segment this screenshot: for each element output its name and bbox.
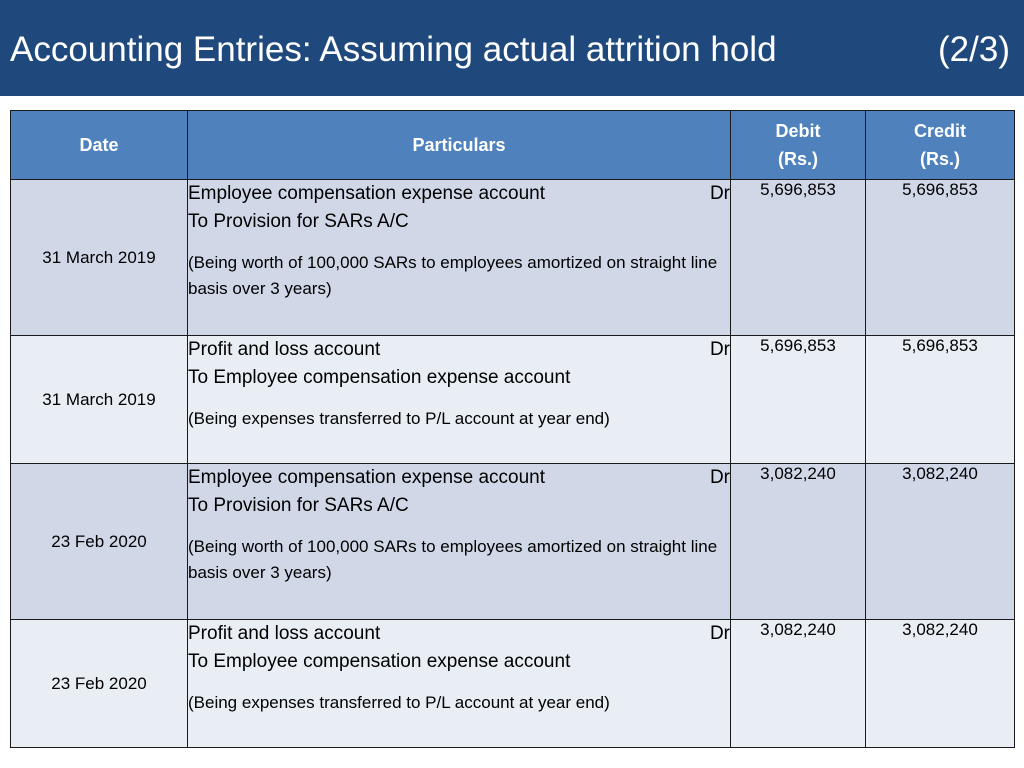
entry-date: 23 Feb 2020: [11, 464, 188, 620]
dr-marker: Dr: [709, 183, 730, 204]
journal-entries-table: [10, 110, 1015, 748]
entry-date: 23 Feb 2020: [11, 620, 188, 748]
page-indicator: (2/3): [938, 30, 1010, 69]
entry-particulars: [188, 180, 731, 336]
entry-date: 31 March 2019: [11, 336, 188, 464]
dr-marker: Dr: [709, 339, 730, 360]
credit-amount: 3,082,240: [866, 464, 1015, 620]
dr-marker: Dr: [709, 467, 730, 488]
debit-account: Employee compensation expense account: [188, 183, 546, 204]
dr-marker: Dr: [709, 623, 730, 644]
table-header-row: [11, 111, 1015, 180]
credit-amount: 5,696,853: [866, 180, 1015, 336]
slide-title: Accounting Entries: Assuming actual attrition hold: [10, 30, 777, 69]
debit-account: Profit and loss account: [188, 623, 381, 644]
credit-account: To Employee compensation expense account: [188, 367, 571, 388]
narration: (Being worth of 100,000 SARs to employees amortized on straight line basis over 3 years): [188, 537, 718, 582]
credit-amount: 3,082,240: [866, 620, 1015, 748]
debit-amount: 5,696,853: [731, 180, 866, 336]
debit-amount: 5,696,853: [731, 336, 866, 464]
debit-amount: 3,082,240: [731, 464, 866, 620]
entry-date: 31 March 2019: [11, 180, 188, 336]
credit-account: To Provision for SARs A/C: [188, 495, 409, 516]
credit-amount: 5,696,853: [866, 336, 1015, 464]
debit-account: Profit and loss account: [188, 339, 381, 360]
credit-account: To Provision for SARs A/C: [188, 211, 409, 232]
table-row: [11, 620, 1015, 748]
title-bar: [0, 0, 1024, 96]
debit-amount: 3,082,240: [731, 620, 866, 748]
narration: (Being worth of 100,000 SARs to employees amortized on straight line basis over 3 years): [188, 253, 718, 298]
debit-account: Employee compensation expense account: [188, 467, 546, 488]
column-header-particulars: Particulars: [188, 111, 731, 180]
credit-account: To Employee compensation expense account: [188, 651, 571, 672]
table-row: [11, 336, 1015, 464]
column-header-date: Date: [11, 111, 188, 180]
entry-particulars: [188, 464, 731, 620]
narration: (Being expenses transferred to P/L account at year end): [188, 409, 610, 428]
entry-particulars: [188, 620, 731, 748]
table-row: [11, 464, 1015, 620]
entry-particulars: [188, 336, 731, 464]
narration: (Being expenses transferred to P/L account at year end): [188, 693, 610, 712]
column-header-debit: Debit (Rs.): [731, 111, 866, 180]
column-header-credit: Credit (Rs.): [866, 111, 1015, 180]
table-row: [11, 180, 1015, 336]
